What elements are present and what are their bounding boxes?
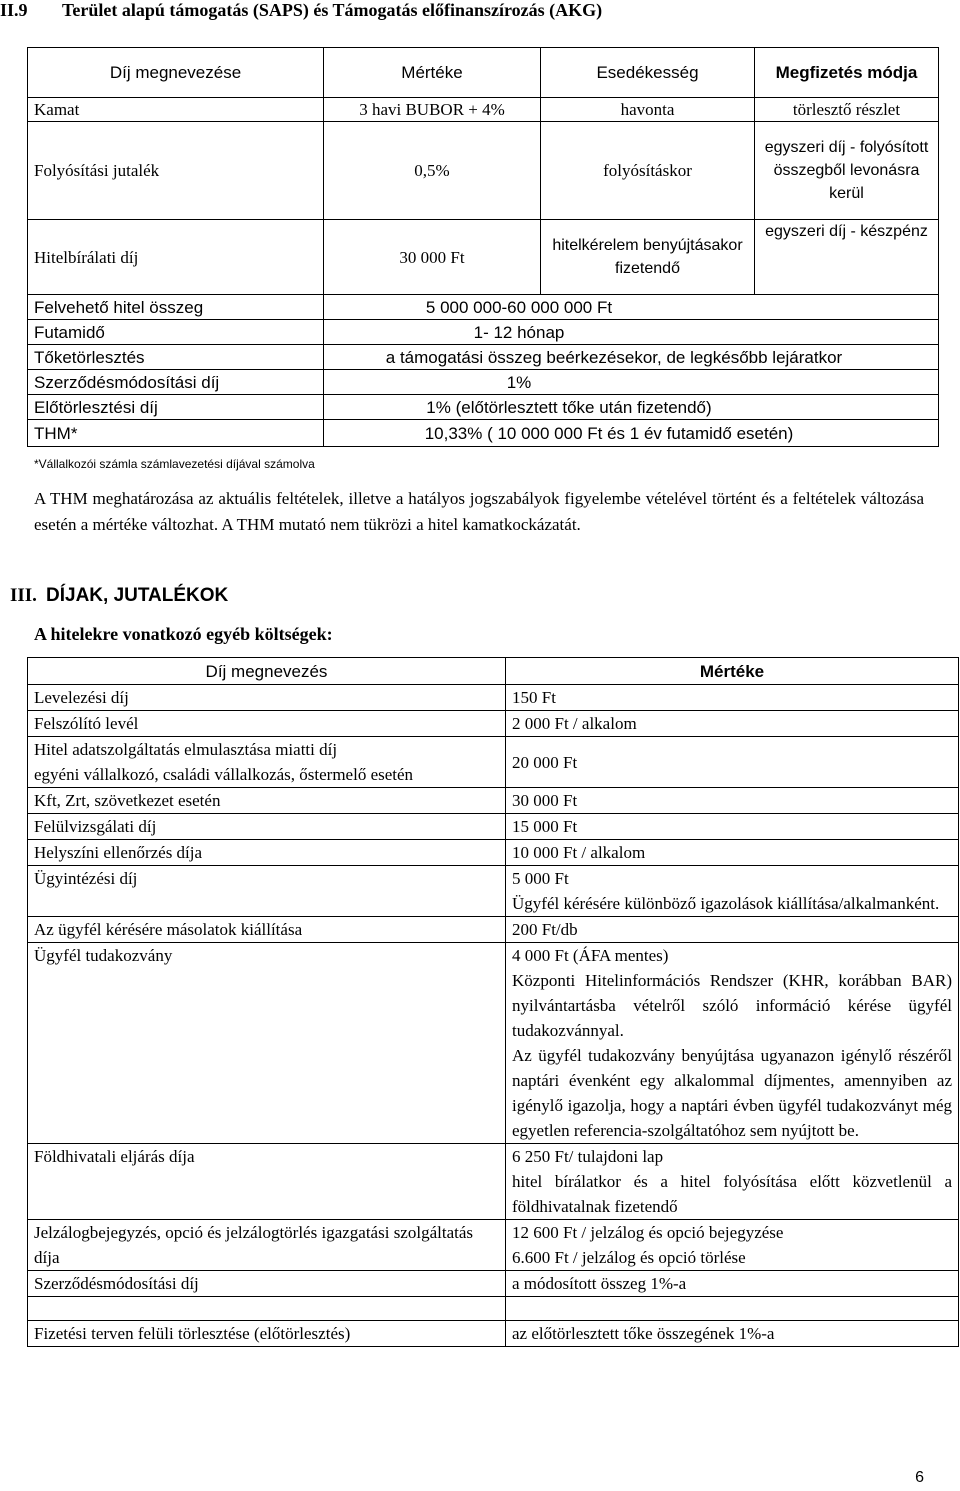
row-value: a támogatási összeg beérkezésekor, de legkésőbb lejáratkor [324, 345, 939, 370]
table-row [28, 1271, 959, 1297]
table-row [28, 220, 939, 295]
table-row [28, 866, 959, 917]
row-value: 10,33% ( 10 000 000 Ft és 1 év futamidő esetén) [324, 420, 939, 447]
row-label: THM* [28, 420, 324, 447]
row-label: Felszólító levél [28, 711, 506, 737]
row-label: Folyósítási jutalék [28, 122, 324, 220]
row-value: 200 Ft/db [506, 917, 959, 943]
header-cell: Díj megnevezése [28, 48, 324, 98]
row-value: 1% (előtörlesztett tőke után fizetendő) [324, 395, 939, 420]
row-label: Fizetési terven felüli törlesztése (előtörlesztés) [28, 1321, 506, 1347]
footnote: *Vállalkozói számla számlavezetési díjával számolva [34, 457, 315, 471]
table-row [28, 395, 939, 420]
header-cell: Megfizetés módja [755, 48, 939, 98]
table-row [28, 788, 959, 814]
row-value: 15 000 Ft [506, 814, 959, 840]
row-value: egyszeri díj - folyósított összegből levonásra kerül [755, 122, 939, 220]
row-label: Földhivatali eljárás díja [28, 1144, 506, 1220]
row-value-line: Központi Hitelinformációs Rendszer (KHR, korábban BAR) nyilvántartásba vételről szóló információ kérése ügyfél tudakozvánnyal. [512, 971, 952, 1040]
table-row [28, 1220, 959, 1271]
row-value [506, 1220, 959, 1271]
row-value-line: Ügyfél kérésére különböző igazolások kiállítása/alkalmanként. [512, 894, 940, 913]
heading-title: Terület alapú támogatás (SAPS) és Támogatás előfinanszírozás (AKG) [62, 0, 603, 20]
table-row [28, 370, 939, 395]
table-row [28, 814, 959, 840]
row-value: folyósításkor [541, 122, 755, 220]
row-label: Előtörlesztési díj [28, 395, 324, 420]
row-value [506, 866, 959, 917]
row-label: Szerződésmódosítási díj [28, 1271, 506, 1297]
row-value: 0,5% [324, 122, 541, 220]
table-row [28, 737, 959, 788]
table-header-row [28, 48, 939, 98]
row-label: Ügyintézési díj [28, 866, 506, 917]
row-value: egyszeri díj - készpénz [755, 220, 939, 295]
row-value: az előtörlesztett tőke összegének 1%-a [506, 1321, 959, 1347]
row-value-line: 12 600 Ft / jelzálog és opció bejegyzése [512, 1223, 784, 1242]
row-value: 5 000 000-60 000 000 Ft [324, 295, 939, 320]
page-number: 6 [915, 1469, 924, 1486]
row-label: Szerződésmódosítási díj [28, 370, 324, 395]
table-row [28, 122, 939, 220]
header-cell: Mértéke [324, 48, 541, 98]
row-label: Felvehető hitel összeg [28, 295, 324, 320]
header-cell: Mértéke [506, 658, 959, 685]
row-label: Tőketörlesztés [28, 345, 324, 370]
heading-number: II.9 [0, 0, 28, 20]
section-title [10, 585, 228, 607]
table-row [28, 295, 939, 320]
table-header-row [28, 658, 959, 685]
table-row [28, 840, 959, 866]
row-label: Felülvizsgálati díj [28, 814, 506, 840]
row-value-line: 6 250 Ft/ tulajdoni lap [512, 1147, 664, 1166]
row-value: a módosított összeg 1%-a [506, 1271, 959, 1297]
table-row [28, 917, 959, 943]
row-value: 30 000 Ft [324, 220, 541, 295]
table-row [28, 1144, 959, 1220]
table-row [28, 345, 939, 370]
header-cell: Díj megnevezés [28, 658, 506, 685]
table-row [28, 711, 959, 737]
section-number: III. [10, 585, 37, 606]
row-value: törlesztő részlet [755, 98, 939, 122]
row-value: 20 000 Ft [506, 737, 959, 788]
table-row [28, 420, 939, 447]
row-label [28, 1297, 506, 1321]
section-name: DÍJAK, JUTALÉKOK [46, 585, 229, 606]
table-row [28, 943, 959, 1144]
subheading: A hitelekre vonatkozó egyéb költségek: [34, 624, 333, 644]
fee-table-other-costs [27, 657, 959, 1347]
row-value: hitelkérelem benyújtásakor fizetendő [541, 220, 755, 295]
row-label: Jelzálogbejegyzés, opció és jelzálogtörlés igazgatási szolgáltatás díja [28, 1220, 506, 1271]
row-value: 3 havi BUBOR + 4% [324, 98, 541, 122]
row-label: Hitelbírálati díj [28, 220, 324, 295]
row-value [506, 1144, 959, 1220]
row-value: havonta [541, 98, 755, 122]
row-label: Ügyfél tudakozvány [28, 943, 506, 1144]
row-value-line: Az ügyfél tudakozvány benyújtása ugyanazon igénylő részéről naptári évenként egy alkalommal díjmentes, amennyiben az igénylő igazolja, hogy a naptári évben ügyfél tudakozványt még egyetlen referencia-szolgáltatóhoz sem nyújtott be. [512, 1046, 952, 1140]
row-label: Kamat [28, 98, 324, 122]
row-value: 1% [324, 370, 939, 395]
row-label: Az ügyfél kérésére másolatok kiállítása [28, 917, 506, 943]
row-value: 10 000 Ft / alkalom [506, 840, 959, 866]
thm-paragraph: A THM meghatározása az aktuális feltételek, illetve a hatályos jogszabályok figyelembe vételével történt és a feltételek változása esetén a mértéke változhat. A THM mutató nem tükrözi a hitel kamatkockázatát. [34, 489, 924, 534]
row-label: Levelezési díj [28, 685, 506, 711]
row-value: 1- 12 hónap [324, 320, 939, 345]
row-value-line: 4 000 Ft (ÁFA mentes) [512, 946, 669, 965]
table-row-empty [28, 1297, 959, 1321]
row-value-line: hitel bírálatkor és a hitel folyósítása előtt közvetlenül a földhivatalnak fizetendő [512, 1172, 952, 1216]
row-label: Futamidő [28, 320, 324, 345]
table-row [28, 1321, 959, 1347]
section-heading [0, 0, 602, 21]
fee-table-saps [27, 47, 939, 447]
row-label-line: Hitel adatszolgáltatás elmulasztása miatti díj [34, 740, 338, 759]
row-label-line: egyéni vállalkozó, családi vállalkozás, őstermelő esetén [34, 765, 414, 784]
row-value: 30 000 Ft [506, 788, 959, 814]
row-value [506, 943, 959, 1144]
row-value [506, 1297, 959, 1321]
table-row [28, 320, 939, 345]
row-value: 2 000 Ft / alkalom [506, 711, 959, 737]
row-value: 150 Ft [506, 685, 959, 711]
row-value-line: 6.600 Ft / jelzálog és opció törlése [512, 1248, 746, 1267]
row-label [28, 737, 506, 788]
table-row [28, 98, 939, 122]
row-value-line: 5 000 Ft [512, 869, 569, 888]
row-label: Helyszíni ellenőrzés díja [28, 840, 506, 866]
row-label: Kft, Zrt, szövetkezet esetén [28, 788, 506, 814]
header-cell: Esedékesség [541, 48, 755, 98]
table-row [28, 685, 959, 711]
